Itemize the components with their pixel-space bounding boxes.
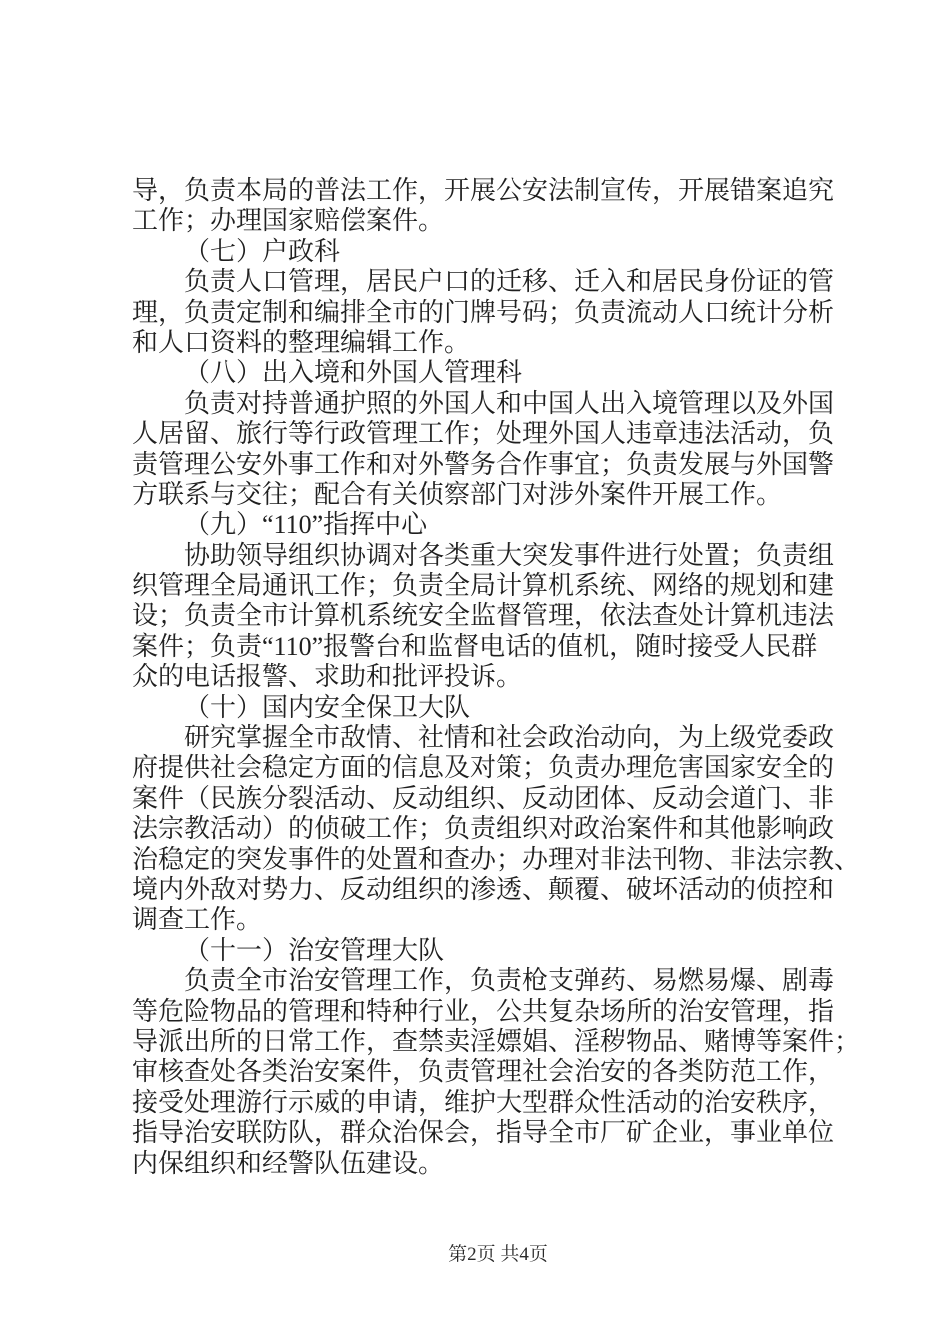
text-line: 方联系与交往；配合有关侦察部门对涉外案件开展工作。 [132, 479, 783, 509]
text-line: （八）出入境和外国人管理科 [184, 358, 523, 388]
text-line: 案件（民族分裂活动、反动组织、反动团体、反动会道门、非 [132, 783, 835, 813]
text-line: （七）户政科 [184, 236, 341, 266]
text-line: 负责人口管理，居民户口的迁移、迁入和居民身份证的管 [184, 267, 835, 297]
text-line: 协助领导组织协调对各类重大突发事件进行处置；负责组 [184, 540, 835, 570]
text-line: 接受处理游行示威的申请，维护大型群众性活动的治安秩序， [132, 1087, 835, 1117]
text-line: 府提供社会稳定方面的信息及对策；负责办理危害国家安全的 [132, 753, 835, 783]
page-number-indicator: 第2页 共4页 [448, 1244, 548, 1265]
text-line: 指导治安联防队，群众治保会，指导全市厂矿企业，事业单位 [132, 1118, 835, 1148]
text-line: （十一）治安管理大队 [184, 935, 445, 965]
document-body [132, 176, 861, 1179]
text-line: 织管理全局通讯工作；负责全局计算机系统、网络的规划和建 [132, 571, 835, 601]
text-line: 治稳定的突发事件的处置和查办；办理对非法刊物、非法宗教、 [132, 844, 861, 874]
text-line: 责管理公安外事工作和对外警务合作事宜；负责发展与外国警 [132, 449, 835, 479]
text-line: 审核查处各类治安案件，负责管理社会治安的各类防范工作， [132, 1057, 835, 1087]
text-line: 工作；办理国家赔偿案件。 [132, 206, 445, 236]
text-line: 众的电话报警、求助和批评投诉。 [132, 662, 523, 692]
text-line: 负责全市治安管理工作，负责枪支弹药、易燃易爆、剧毒 [184, 966, 835, 996]
text-line: 等危险物品的管理和特种行业，公共复杂场所的治安管理，指 [132, 996, 835, 1026]
text-line: 理，负责定制和编排全市的门牌号码；负责流动人口统计分析 [132, 297, 835, 327]
text-line: 境内外敌对势力、反动组织的渗透、颠覆、破坏活动的侦控和 [132, 874, 835, 904]
text-line: 导，负责本局的普法工作，开展公安法制宣传，开展错案追究 [132, 176, 835, 205]
text-line: 设；负责全市计算机系统安全监督管理，依法查处计算机违法 [132, 601, 835, 631]
text-line: 负责对持普通护照的外国人和中国人出入境管理以及外国 [184, 388, 835, 418]
text-line: 研究掌握全市敌情、社情和社会政治动向，为上级党委政 [184, 723, 835, 753]
text-line: 导派出所的日常工作，查禁卖淫嫖娼、淫秽物品、赌博等案件； [132, 1026, 861, 1056]
text-line: 人居留、旅行等行政管理工作；处理外国人违章违法活动，负 [132, 419, 835, 449]
text-line: 案件；负责“110”报警台和监督电话的值机，随时接受人民群 [132, 631, 818, 661]
text-line: 和人口资料的整理编辑工作。 [132, 327, 471, 357]
page-footer [0, 1243, 950, 1267]
text-line: （九）“110”指挥中心 [184, 510, 428, 540]
text-line: 法宗教活动）的侦破工作；负责组织对政治案件和其他影响政 [132, 814, 835, 844]
text-line: 内保组织和经警队伍建设。 [132, 1148, 445, 1178]
text-line: （十）国内安全保卫大队 [184, 692, 471, 722]
text-line: 调查工作。 [132, 905, 263, 935]
